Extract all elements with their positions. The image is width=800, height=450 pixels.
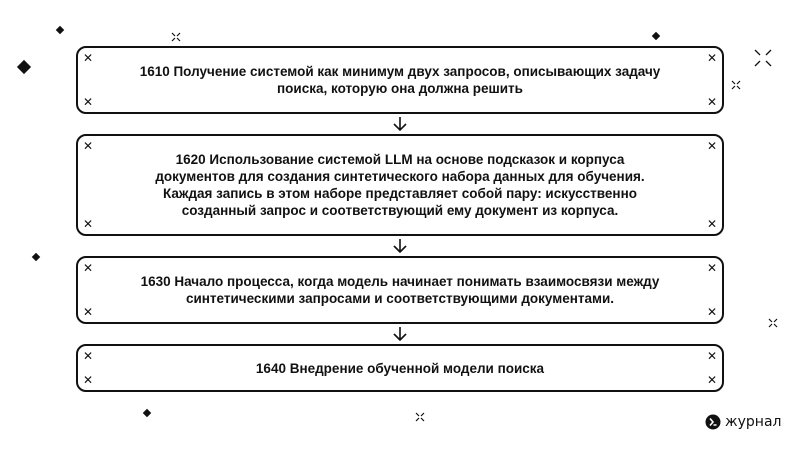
step-box-1640 <box>76 344 724 392</box>
decor-diamond <box>56 26 64 34</box>
corner-x-icon: ✕ <box>706 95 717 109</box>
brand-name: журнал <box>725 414 782 430</box>
arrow-down-icon <box>391 238 409 254</box>
step-text: 1640 Внедрение обученной модели поиска <box>255 360 545 376</box>
decor-sparkle <box>753 48 773 68</box>
corner-x-icon: ✕ <box>706 261 717 275</box>
decor-diamond <box>143 409 151 417</box>
decor-diamond <box>652 32 660 40</box>
decor-sparkle <box>768 318 778 328</box>
corner-x-icon: ✕ <box>83 305 94 319</box>
corner-x-icon: ✕ <box>83 261 94 275</box>
corner-x-icon: ✕ <box>706 349 717 363</box>
corner-x-icon: ✕ <box>83 51 94 65</box>
step-box-1620 <box>76 134 724 236</box>
step-text: 1630 Начало процесса, когда модель начинает понимать взаимосвязи между синтетическими запросами и соответствующими документами. <box>140 274 660 306</box>
brand-logo <box>705 414 781 430</box>
decor-diamond <box>32 253 40 261</box>
arrow-down-icon <box>391 326 409 342</box>
corner-x-icon: ✕ <box>706 373 717 387</box>
corner-x-icon: ✕ <box>83 373 94 387</box>
corner-x-icon: ✕ <box>83 349 94 363</box>
corner-x-icon: ✕ <box>83 139 94 153</box>
corner-x-icon: ✕ <box>706 51 717 65</box>
decor-diamond <box>17 60 31 74</box>
decor-sparkle <box>171 32 181 42</box>
corner-x-icon: ✕ <box>83 217 94 231</box>
step-text: 1610 Получение системой как минимум двух запросов, описывающих задачу поиска, которую она должна решить <box>139 64 661 96</box>
decor-sparkle <box>731 80 741 90</box>
step-box-1610 <box>76 46 724 114</box>
arrow-down-icon <box>391 116 409 132</box>
step-box-1630 <box>76 256 724 324</box>
brand-mark-icon <box>705 414 721 430</box>
decor-sparkle <box>415 412 425 422</box>
corner-x-icon: ✕ <box>706 217 717 231</box>
corner-x-icon: ✕ <box>83 95 94 109</box>
step-text: 1620 Использование системой LLM на основе подсказок и корпуса документов для создания синтетического набора данных для обучения. Каждая запись в этом наборе представляет собой пару: искусственно созданный запрос и соответствующий ему документ из корпуса. <box>155 152 645 218</box>
corner-x-icon: ✕ <box>706 305 717 319</box>
corner-x-icon: ✕ <box>706 139 717 153</box>
